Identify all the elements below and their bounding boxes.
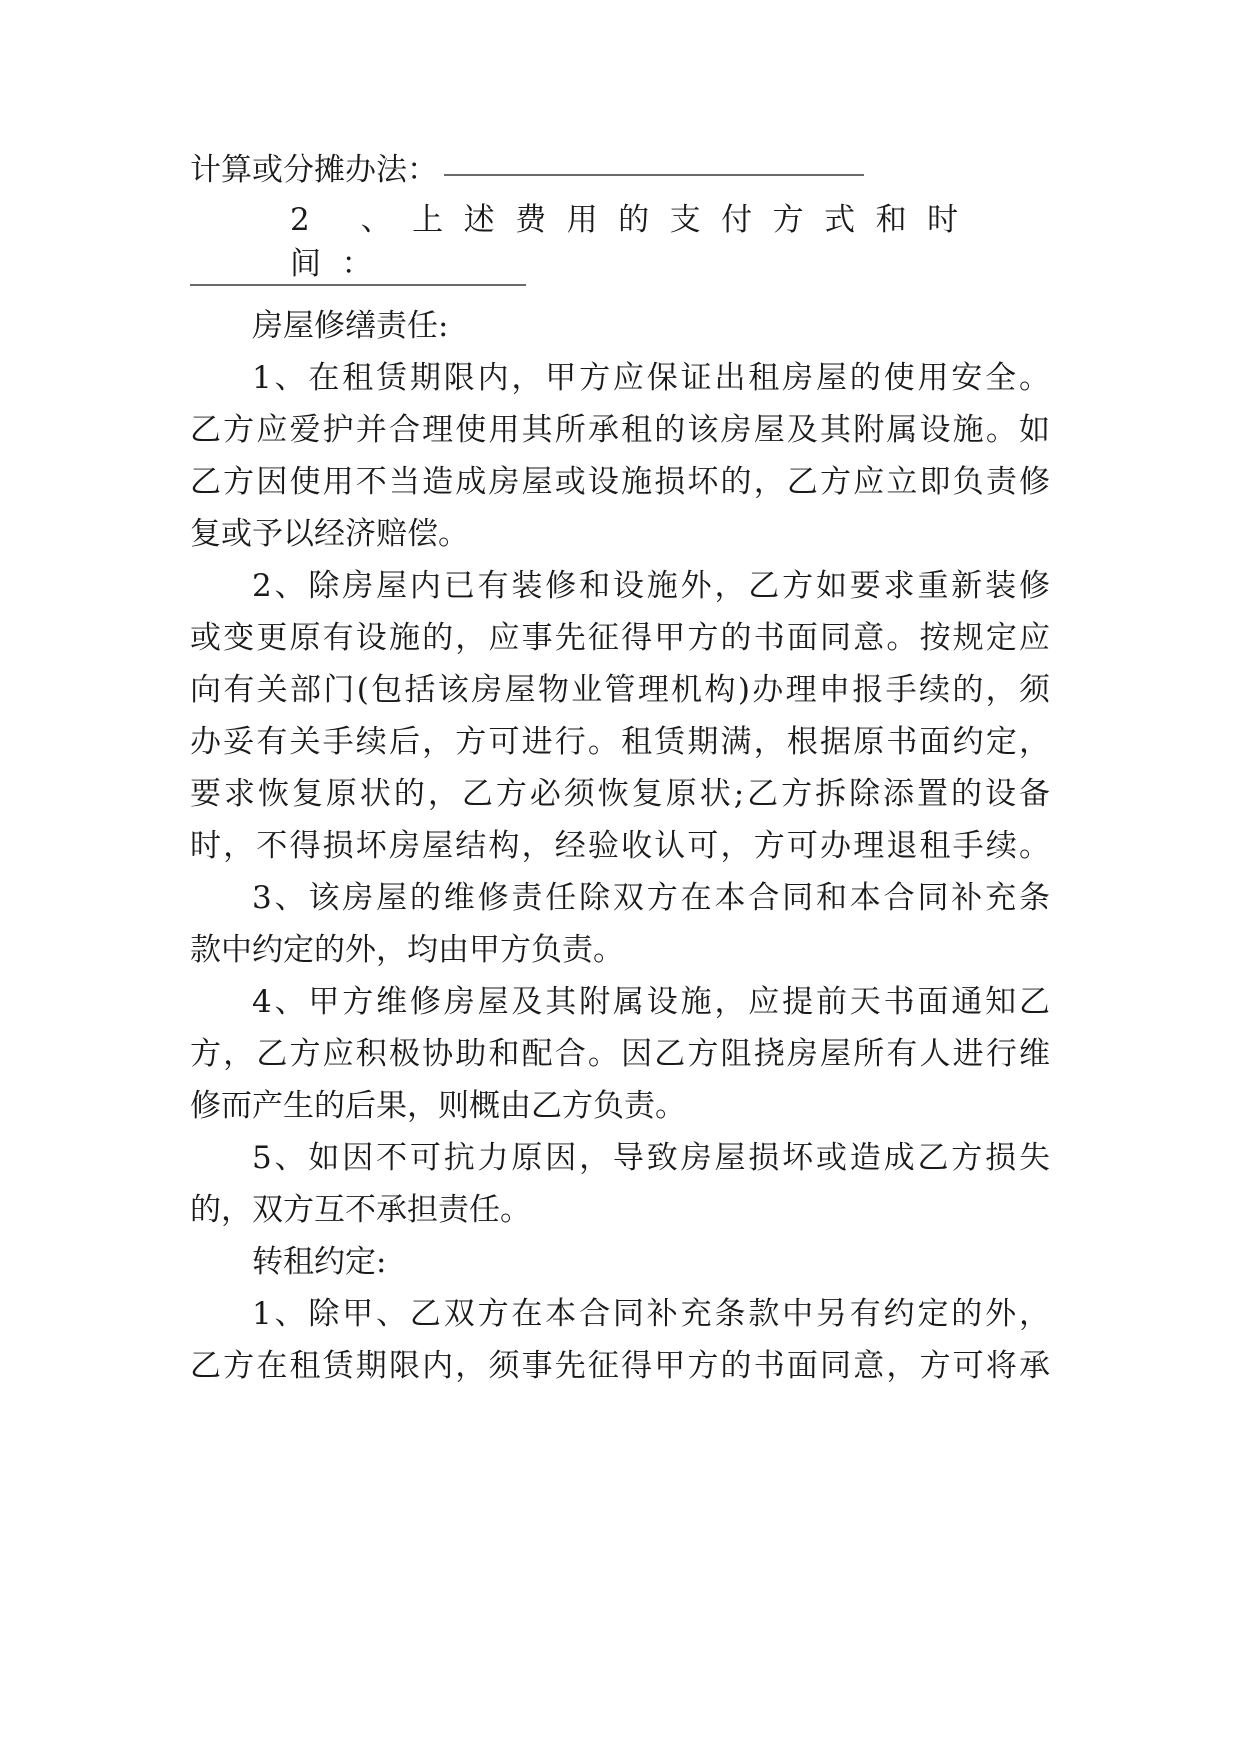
repair-clause-3-line-2: 款中约定的外，均由甲方负责。 — [190, 932, 624, 968]
repair-clause-5-line-1: 5、如因不可抗力原因，导致房屋损坏或造成乙方损失 — [252, 1140, 1050, 1176]
repair-clause-2-line-6: 时，不得损坏房屋结构，经验收认可，方可办理退租手续。 — [190, 828, 1050, 864]
sublet-clause-1-line-1: 1、除甲、乙双方在本合同补充条款中另有约定的外， — [252, 1296, 1050, 1332]
repair-clause-2-line-3: 向有关部门(包括该房屋物业管理机构)办理申报手续的，须 — [190, 672, 1050, 708]
repair-clause-1-line-4: 复或予以经济赔偿。 — [190, 516, 469, 552]
repair-clause-1-line-3: 乙方因使用不当造成房屋或设施损坏的，乙方应立即负责修 — [190, 464, 1050, 500]
repair-clause-5-line-2: 的，双方互不承担责任。 — [190, 1192, 531, 1228]
repair-clause-3-line-1: 3、该房屋的维修责任除双方在本合同和本合同补充条 — [252, 880, 1050, 916]
fee-calculation-line — [190, 148, 1050, 192]
payment-method-blank — [190, 284, 526, 286]
payment-method-text: 2 、上述费用的支付方式和时间： — [290, 202, 979, 282]
sublet-section-title: 转租约定: — [252, 1244, 387, 1280]
repair-section-title: 房屋修缮责任: — [252, 308, 449, 344]
repair-clause-2-line-4: 办妥有关手续后，方可进行。租赁期满，根据原书面约定， — [190, 724, 1050, 760]
repair-clause-4-line-3: 修而产生的后果，则概由乙方负责。 — [190, 1088, 686, 1124]
fee-calculation-label: 计算或分摊办法： — [190, 152, 438, 188]
repair-clause-2-line-1: 2、除房屋内已有装修和设施外，乙方如要求重新装修 — [252, 568, 1050, 604]
sublet-clause-1-line-2: 乙方在租赁期限内，须事先征得甲方的书面同意，方可将承 — [190, 1348, 1050, 1384]
repair-clause-2-line-2: 或变更原有设施的，应事先征得甲方的书面同意。按规定应 — [190, 620, 1050, 656]
fee-calculation-blank — [444, 174, 864, 176]
repair-clause-4-line-2: 方，乙方应积极协助和配合。因乙方阻挠房屋所有人进行维 — [190, 1036, 1050, 1072]
repair-clause-2-line-5: 要求恢复原状的，乙方必须恢复原状;乙方拆除添置的设备 — [190, 776, 1050, 812]
payment-method-line — [190, 198, 1050, 282]
repair-clause-1-line-2: 乙方应爱护并合理使用其所承租的该房屋及其附属设施。如 — [190, 412, 1050, 448]
repair-clause-1-line-1: 1、在租赁期限内，甲方应保证出租房屋的使用安全。 — [252, 360, 1050, 396]
repair-clause-4-line-1: 4、甲方维修房屋及其附属设施，应提前天书面通知乙 — [252, 984, 1050, 1020]
